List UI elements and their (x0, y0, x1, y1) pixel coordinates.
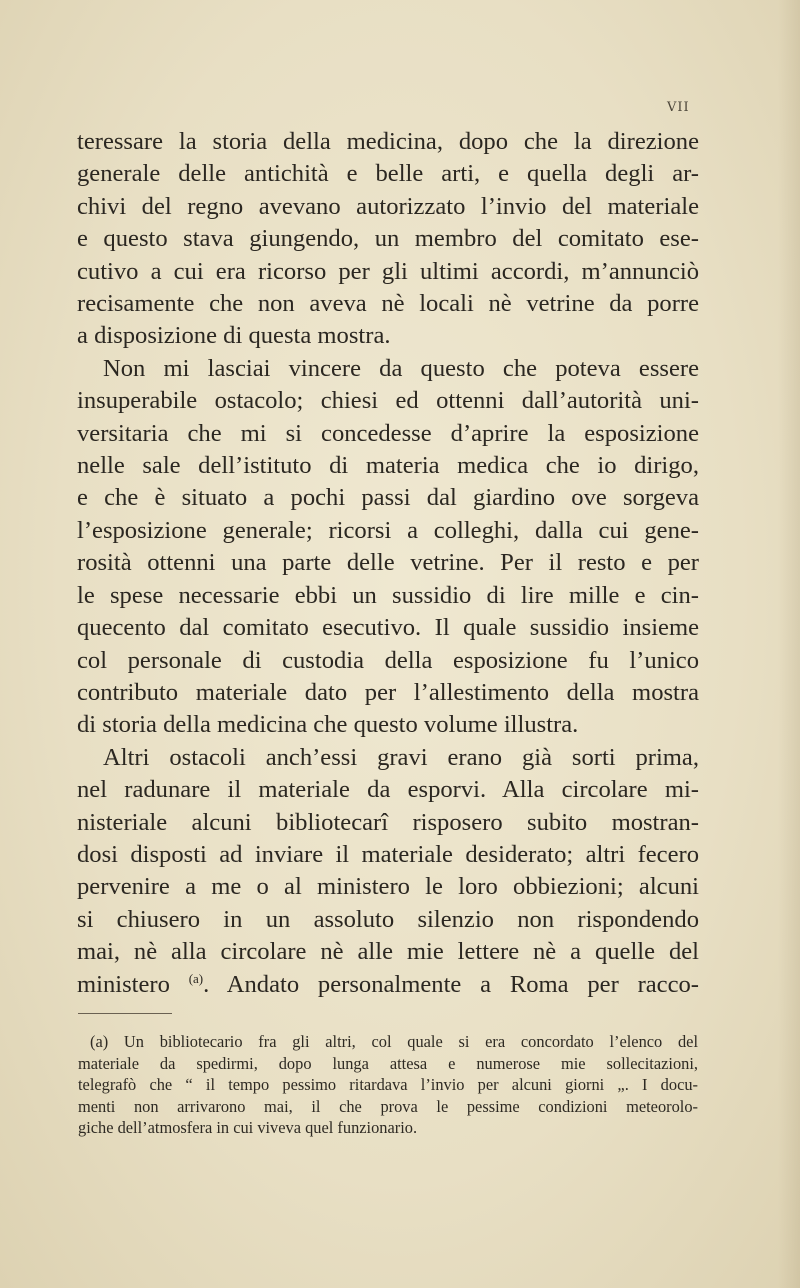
text-line: nel radunare il materiale da esporvi. Alla circolare mi- (77, 776, 699, 804)
text-line: Altri ostacoli anch’essi gravi erano già sorti prima, (103, 743, 699, 771)
text-line: chivi del regno avevano autorizzato l’invio del materiale (77, 192, 699, 220)
text-line: a disposizione di questa mostra. (77, 322, 391, 350)
footnote-line: materiale da spedirmi, dopo lunga attesa e numerose mie sollecitazioni, (78, 1053, 698, 1073)
footnote-line: giche dell’atmosfera in cui viveva quel funzionario. (78, 1118, 418, 1138)
footnote-line: telegrafò che “ il tempo pessimo ritardava l’invio per alcuni giorni „. I docu- (78, 1075, 698, 1095)
text-line: le spese necessarie ebbi un sussidio di lire mille e cin- (77, 581, 699, 609)
text-line: di storia della medicina che questo volume illustra. (77, 711, 579, 739)
text-line: Non mi lasciai vincere da questo che poteva essere (103, 354, 699, 382)
text-line: dosi disposti ad inviare il materiale desiderato; altri fecero (77, 840, 699, 868)
text-fragment: ministero (77, 970, 189, 998)
text-line: contributo materiale dato per l’allestimento della mostra (77, 678, 699, 706)
text-line: mai, nè alla circolare nè alle mie lettere nè a quelle del (77, 938, 699, 966)
text-line: nelle sale dell’istituto di materia medica che io dirigo, (77, 452, 699, 480)
text-line: versitaria che mi si concedesse d’aprire la esposizione (77, 419, 699, 447)
text-line: e questo stava giungendo, un membro del comitato ese- (77, 225, 699, 253)
main-text (77, 126, 699, 1001)
footnote-divider (78, 1013, 172, 1014)
page-edge-shadow (778, 0, 800, 1288)
text-fragment: . Andato personalmente a Roma per racco- (203, 970, 699, 998)
text-line: l’esposizione generale; ricorsi a colleghi, dalla cui gene- (77, 516, 699, 544)
text-line: col personale di custodia della esposizione fu l’unico (77, 646, 699, 674)
text-line: quecento dal comitato esecutivo. Il quale sussidio insieme (77, 614, 699, 642)
text-line: pervenire a me o al ministero le loro obbiezioni; alcuni (77, 873, 699, 901)
footnote-reference[interactable]: (a) (188, 970, 204, 986)
text-line: si chiusero in un assoluto silenzio non rispondendo (77, 905, 699, 933)
text-line: recisamente che non aveva nè locali nè vetrine da porre (77, 290, 699, 318)
text-line: generale delle antichità e belle arti, e quella degli ar- (77, 160, 699, 188)
text-line: teressare la storia della medicina, dopo che la direzione (77, 128, 699, 155)
text-line: rosità ottenni una parte delle vetrine. Per il resto e per (77, 549, 699, 577)
page-number: VII (667, 100, 690, 115)
footnote (78, 1031, 698, 1139)
text-line: e che è situato a pochi passi dal giardino ove sorgeva (77, 484, 699, 512)
text-line: insuperabile ostacolo; chiesi ed ottenni dall’autorità uni- (77, 387, 699, 415)
footnote-line: menti non arrivarono mai, il che prova le pessime condizioni meteorolo- (78, 1096, 698, 1116)
text-line: nisteriale alcuni bibliotecarî risposero subito mostran- (77, 808, 699, 836)
footnote-line: (a) Un bibliotecario fra gli altri, col quale si era concordato l’elenco del (90, 1032, 698, 1051)
text-line: cutivo a cui era ricorso per gli ultimi accordi, m’annunciò (77, 257, 699, 285)
text-line-with-footnote-ref (77, 969, 699, 1001)
